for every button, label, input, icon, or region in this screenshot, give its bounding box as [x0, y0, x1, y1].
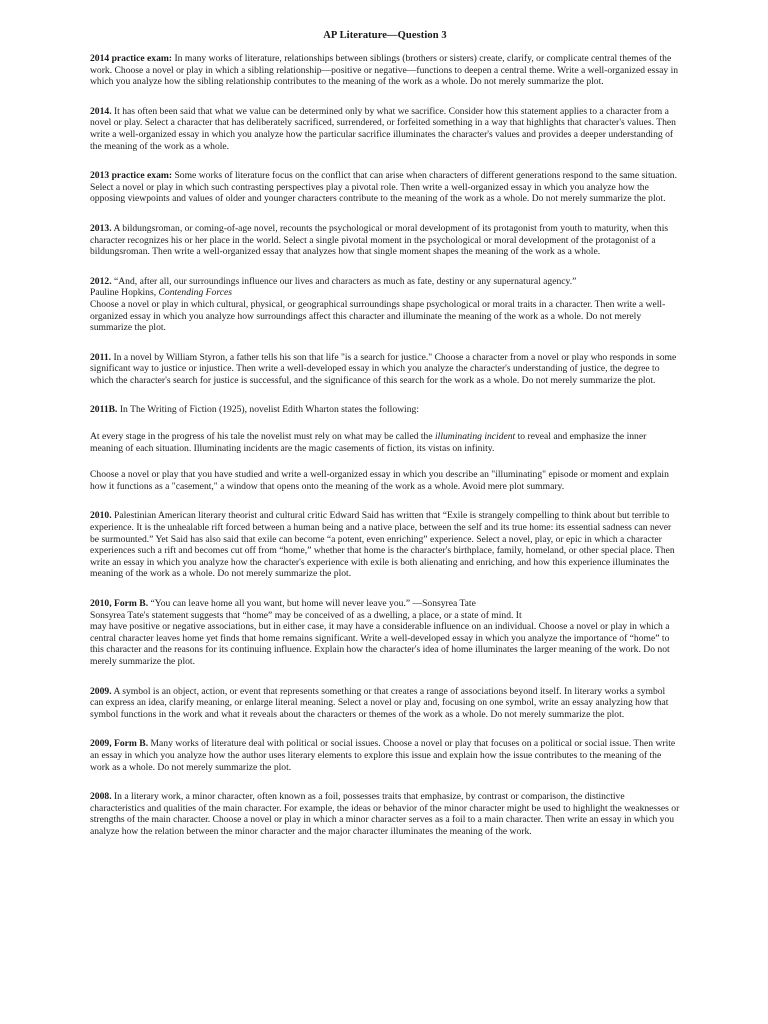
quote-text: “You can leave home all you want, but home will never leave you.” —Sonsyrea Tate — [148, 598, 476, 609]
prompt-label: 2008. — [90, 791, 112, 803]
prompt-entry — [90, 352, 680, 387]
quote-part: At every stage in the progress of his tale the novelist must rely on what may be called the — [90, 431, 436, 443]
page-title: AP Literature—Question 3 — [323, 30, 447, 41]
prompt-body — [90, 106, 680, 152]
prompt-quote — [90, 598, 680, 610]
prompt-text: A symbol is an object, action, or event that represents something or that creates a range of associations beyond itself. In literary works a symbol can express an idea, clarify meaning, or enlarge literal meaning. Select a novel or play and, focusing on one symbol, write an essay analyzing how that symbol functions in the work and what it reveals about the characters or themes of the work as a whole. Do not merely summarize the plot. — [90, 685, 669, 720]
prompt-label: 2013. — [90, 222, 112, 234]
prompt-body — [90, 738, 680, 773]
prompt-label: 2009, Form B. — [90, 738, 149, 750]
prompt-entry — [90, 686, 680, 721]
quote-emphasis: illuminating incident — [435, 431, 516, 443]
prompt-label: 2010. — [90, 510, 112, 522]
prompt-body — [90, 791, 680, 837]
prompt-intro — [90, 404, 680, 416]
prompt-text: Many works of literature deal with political or social issues. Choose a novel or play that focuses on a political or social issue. Then write an essay in which you analyze how the author uses literary elements to explore this issue and explain how the issue contributes to the meaning of the work as a whole. Do not merely summarize the plot. — [90, 738, 676, 773]
prompt-label: 2011. — [90, 351, 112, 363]
prompt-text: may have positive or negative associations, but in either case, it may have a considerable influence on an individual. Choose a novel or play in which a central character leaves home yet finds that home remains significant. Write a well-developed essay in which you analyze the importance of “home” to this character and the reasons for its continuing influence. Explain how the character's idea of home illuminates the larger meaning of the work. Do not merely summarize the plot. — [90, 621, 670, 667]
prompt-body — [90, 223, 680, 258]
prompt-entry — [90, 510, 680, 580]
prompt-text: In a novel by William Styron, a father tells his son that life "is a search for justice." Choose a character from a novel or play who responds in some significant way to justice or injustice. Then write a well-developed essay in which you analyze the character's understanding of justice, the degree to which the character's search for justice is successful, and the significance of this search for the work as a whole. Do not merely summarize the plot. — [90, 351, 677, 386]
prompt-entry — [90, 170, 680, 205]
prompt-entry — [90, 223, 680, 258]
prompt-entry — [90, 53, 680, 88]
prompt-label: 2013 practice exam: — [90, 170, 173, 182]
quote-attribution — [90, 287, 680, 299]
prompt-text: In The Writing of Fiction (1925), novelist Edith Wharton states the following: — [117, 404, 419, 416]
prompt-text: A bildungsroman, or coming-of-age novel, recounts the psychological or moral development of its protagonist from youth to maturity, when this character recognizes his or her place in the world. Select a single pivotal moment in the psychological or moral development of the protagonist of a bildungsroman. Then write a well-organized essay that analyzes how that single moment shapes the meaning of the work as a whole. — [90, 222, 669, 258]
block-quote — [90, 431, 680, 454]
prompt-label: 2010, Form B. — [90, 598, 149, 609]
prompt-entry — [90, 791, 680, 837]
prompt-entry — [90, 276, 680, 334]
prompt-body — [90, 170, 680, 205]
prompt-text: It has often been said that what we value can be determined only by what we sacrifice. Consider how this statement applies to a character from a novel or play. Select a character that has deliberately sacrificed, surrendered, or forfeited something in a way that highlights that character's values. Then write a well-organized essay in which you analyze how the particular sacrifice illuminates the character's values and provides a deeper understanding of the meaning of the work as a whole. — [90, 105, 676, 152]
prompt-text: In a literary work, a minor character, often known as a foil, possesses traits that emphasize, by contrast or comparison, the distinctive characteristics and qualities of the main character. For example, the ideas or behavior of the minor character might be used to highlight the weaknesses or strengths of the main character. Choose a novel or play in which a minor character serves as a foil to a main character. Then write an essay in which you analyze how the relation between the minor character and the major character illuminates the meaning of the work. — [90, 791, 680, 837]
attribution-source: Contending Forces — [158, 287, 232, 299]
prompt-line: Sonsyrea Tate's statement suggests that “home” may be conceived of as a dwelling, a place, or a state of mind. It — [90, 609, 522, 621]
prompt-entry — [90, 598, 680, 668]
prompt-label: 2011B. — [90, 404, 118, 416]
prompt-entry — [90, 106, 680, 152]
quote-part: to reveal and emphasize the inner meaning of each situation. Illuminating incidents are the magic casements of fiction, its vistas on infinity. — [90, 431, 647, 454]
prompt-body — [90, 352, 680, 387]
prompt-entry — [90, 738, 680, 773]
prompt-body — [90, 686, 680, 721]
attribution-author: Pauline Hopkins, — [90, 287, 159, 299]
prompt-label: 2014. — [90, 105, 112, 117]
prompt-text: In many works of literature, relationships between siblings (brothers or sisters) create, clarify, or complicate central themes of the work. Choose a novel or play in which a sibling relationship—positive or negative—functions to deepen a central theme. Write a well-organized essay in which you analyze how the sibling relationship contributes to the meaning of the work as a whole. Do not merely summarize the plot. — [90, 53, 679, 88]
prompt-text: Palestinian American literary theorist and cultural critic Edward Said has written that “Exile is strangely compelling to think about but terrible to experience. It is the unhealable rift forced between a human being and a native place, between the self and its true home: its essential sadness can never be surmounted.” Yet Said has also said that exile can become “a potent, even enriching” experience. Select a novel, play, or epic in which a character experiences such a rift and becomes cut off from “home,” whether that home is the character's birthplace, family, homeland, or other special place. Then write an essay in which you analyze how the character's experience with exile is both alienating and enriching, and how this experience illuminates the meaning of the work as a whole. Do not merely summarize the plot. — [90, 510, 675, 580]
prompt-text: Choose a novel or play in which cultural, physical, or geographical surroundings shape psychological or moral traits in a character. Then write a well-organized essay in which you analyze how surroundings affect this character and illuminate the meaning of the work as a whole. Do not merely summarize the plot. — [90, 298, 666, 334]
prompt-text: Some works of literature focus on the conflict that can arise when characters of different generations respond to the same situation. Select a novel or play in which such contrasting perspectives play a pivotal role. Then write a well-organized essay in which you analyze how the opposing viewpoints and values of older and younger characters contribute to the meaning of the work as a whole. Do not merely summarize the plot. — [90, 170, 677, 205]
prompt-quote — [90, 276, 680, 288]
prompt-label: 2012. — [90, 275, 112, 287]
prompt-label: 2014 practice exam: — [90, 53, 173, 64]
prompt-label: 2009. — [90, 685, 112, 697]
quote-text: “And, after all, our surroundings influence our lives and characters as much as fate, destiny or any supernatural agency.” — [111, 275, 577, 287]
prompt-entry — [90, 404, 680, 492]
prompt-body — [90, 510, 680, 580]
prompt-body — [90, 53, 680, 88]
prompt-text: Choose a novel or play that you have studied and write a well-organized essay in which you describe an "illuminating" episode or moment and explain how it functions as a "casement," a window that opens onto the meaning of the work as a whole. Avoid mere plot summary. — [90, 469, 669, 492]
